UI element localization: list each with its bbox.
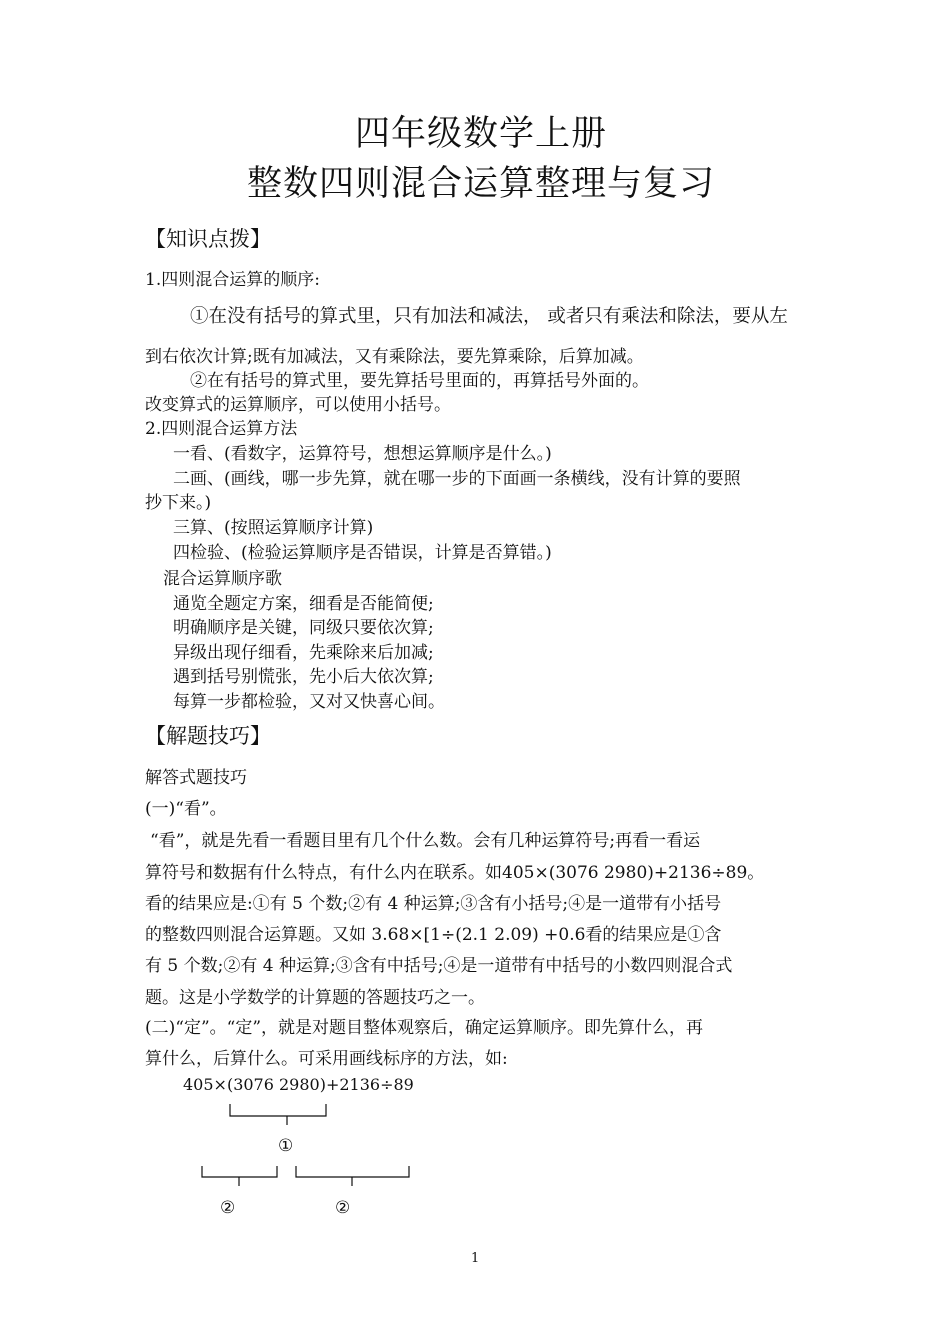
song-title: 混合运算顺序歌 bbox=[163, 569, 282, 589]
page-subtitle: 整数四则混合运算整理与复习 bbox=[247, 164, 716, 204]
rule2-line2: 改变算式的运算顺序，可以使用小括号。 bbox=[145, 395, 451, 415]
method-step2-line2: 抄下来。) bbox=[145, 493, 212, 513]
rule2-line1: ②在有括号的算式里，要先算括号里面的，再算括号外面的。 bbox=[190, 371, 649, 391]
song-line: 异级出现仔细看，先乘除来后加减; bbox=[173, 643, 434, 663]
rule1-line1: ①在没有括号的算式里，只有加法和减法， 或者只有乘法和除法，要从左 bbox=[190, 306, 788, 327]
step-mark-second-left: ② bbox=[220, 1198, 236, 1218]
skills-heading: 【解题技巧】 bbox=[145, 724, 271, 748]
look-para-line: 算符号和数据有什么特点，有什么内在联系。如405×(3076 2980)+2136÷89。 bbox=[145, 863, 765, 883]
skills-subtitle: 解答式题技巧 bbox=[145, 768, 247, 788]
look-para-line: 的整数四则混合运算题。又如 3.68×[1÷(2.1 2.09) +0.6看的结果应是①含 bbox=[145, 925, 722, 945]
look-para-line: “看”，就是先看一看题目里有几个什么数。会有几种运算符号;再看一看运 bbox=[150, 831, 701, 851]
method-title: 2.四则混合运算方法 bbox=[145, 419, 298, 439]
page-number: 1 bbox=[471, 1251, 480, 1266]
fix-para-line: (二)“定”。“定”，就是对题目整体观察后，确定运算顺序。即先算什么，再 bbox=[145, 1018, 704, 1038]
song-line: 明确顺序是关键，同级只要依次算; bbox=[173, 618, 434, 638]
rule1-line2: 到右依次计算;既有加减法，又有乘除法，要先算乘除，后算加减。 bbox=[145, 347, 644, 367]
look-para-line: 有 5 个数;②有 4 种运算;③含有中括号;④是一道带有中括号的小数四则混合式 bbox=[145, 956, 733, 976]
knowledge-heading: 【知识点拨】 bbox=[145, 227, 271, 251]
step-mark-second-right: ② bbox=[335, 1198, 351, 1218]
look-para-line: 看的结果应是:①有 5 个数;②有 4 种运算;③含有小括号;④是一道带有小括号 bbox=[145, 894, 722, 914]
method-step3: 三算、(按照运算顺序计算) bbox=[173, 518, 374, 538]
look-title: (一)“看”。 bbox=[145, 799, 227, 819]
order-title: 1.四则混合运算的顺序: bbox=[145, 270, 320, 290]
bracket-second-right bbox=[296, 1166, 409, 1177]
fix-para-line: 算什么，后算什么。可采用画线标序的方法，如: bbox=[145, 1049, 508, 1069]
song-line: 遇到括号别慌张，先小后大依次算; bbox=[173, 667, 434, 687]
method-step4: 四检验、(检验运算顺序是否错误，计算是否算错。) bbox=[173, 543, 552, 563]
bracket-first bbox=[230, 1104, 326, 1116]
song-line: 每算一步都检验，又对又快喜心间。 bbox=[173, 692, 445, 712]
bracket-second-left bbox=[202, 1166, 277, 1177]
step-mark-first: ① bbox=[278, 1136, 294, 1156]
example-expression: 405×(3076 2980)+2136÷89 bbox=[183, 1075, 414, 1094]
method-step2-line1: 二画、(画线，哪一步先算，就在哪一步的下面画一条横线，没有计算的要照 bbox=[173, 469, 741, 489]
song-line: 通览全题定方案，细看是否能简便; bbox=[173, 594, 434, 614]
method-step1: 一看、(看数字，运算符号，想想运算顺序是什么。) bbox=[173, 444, 552, 464]
page-title: 四年级数学上册 bbox=[355, 114, 608, 154]
look-para-line: 题。这是小学数学的计算题的答题技巧之一。 bbox=[145, 988, 485, 1008]
